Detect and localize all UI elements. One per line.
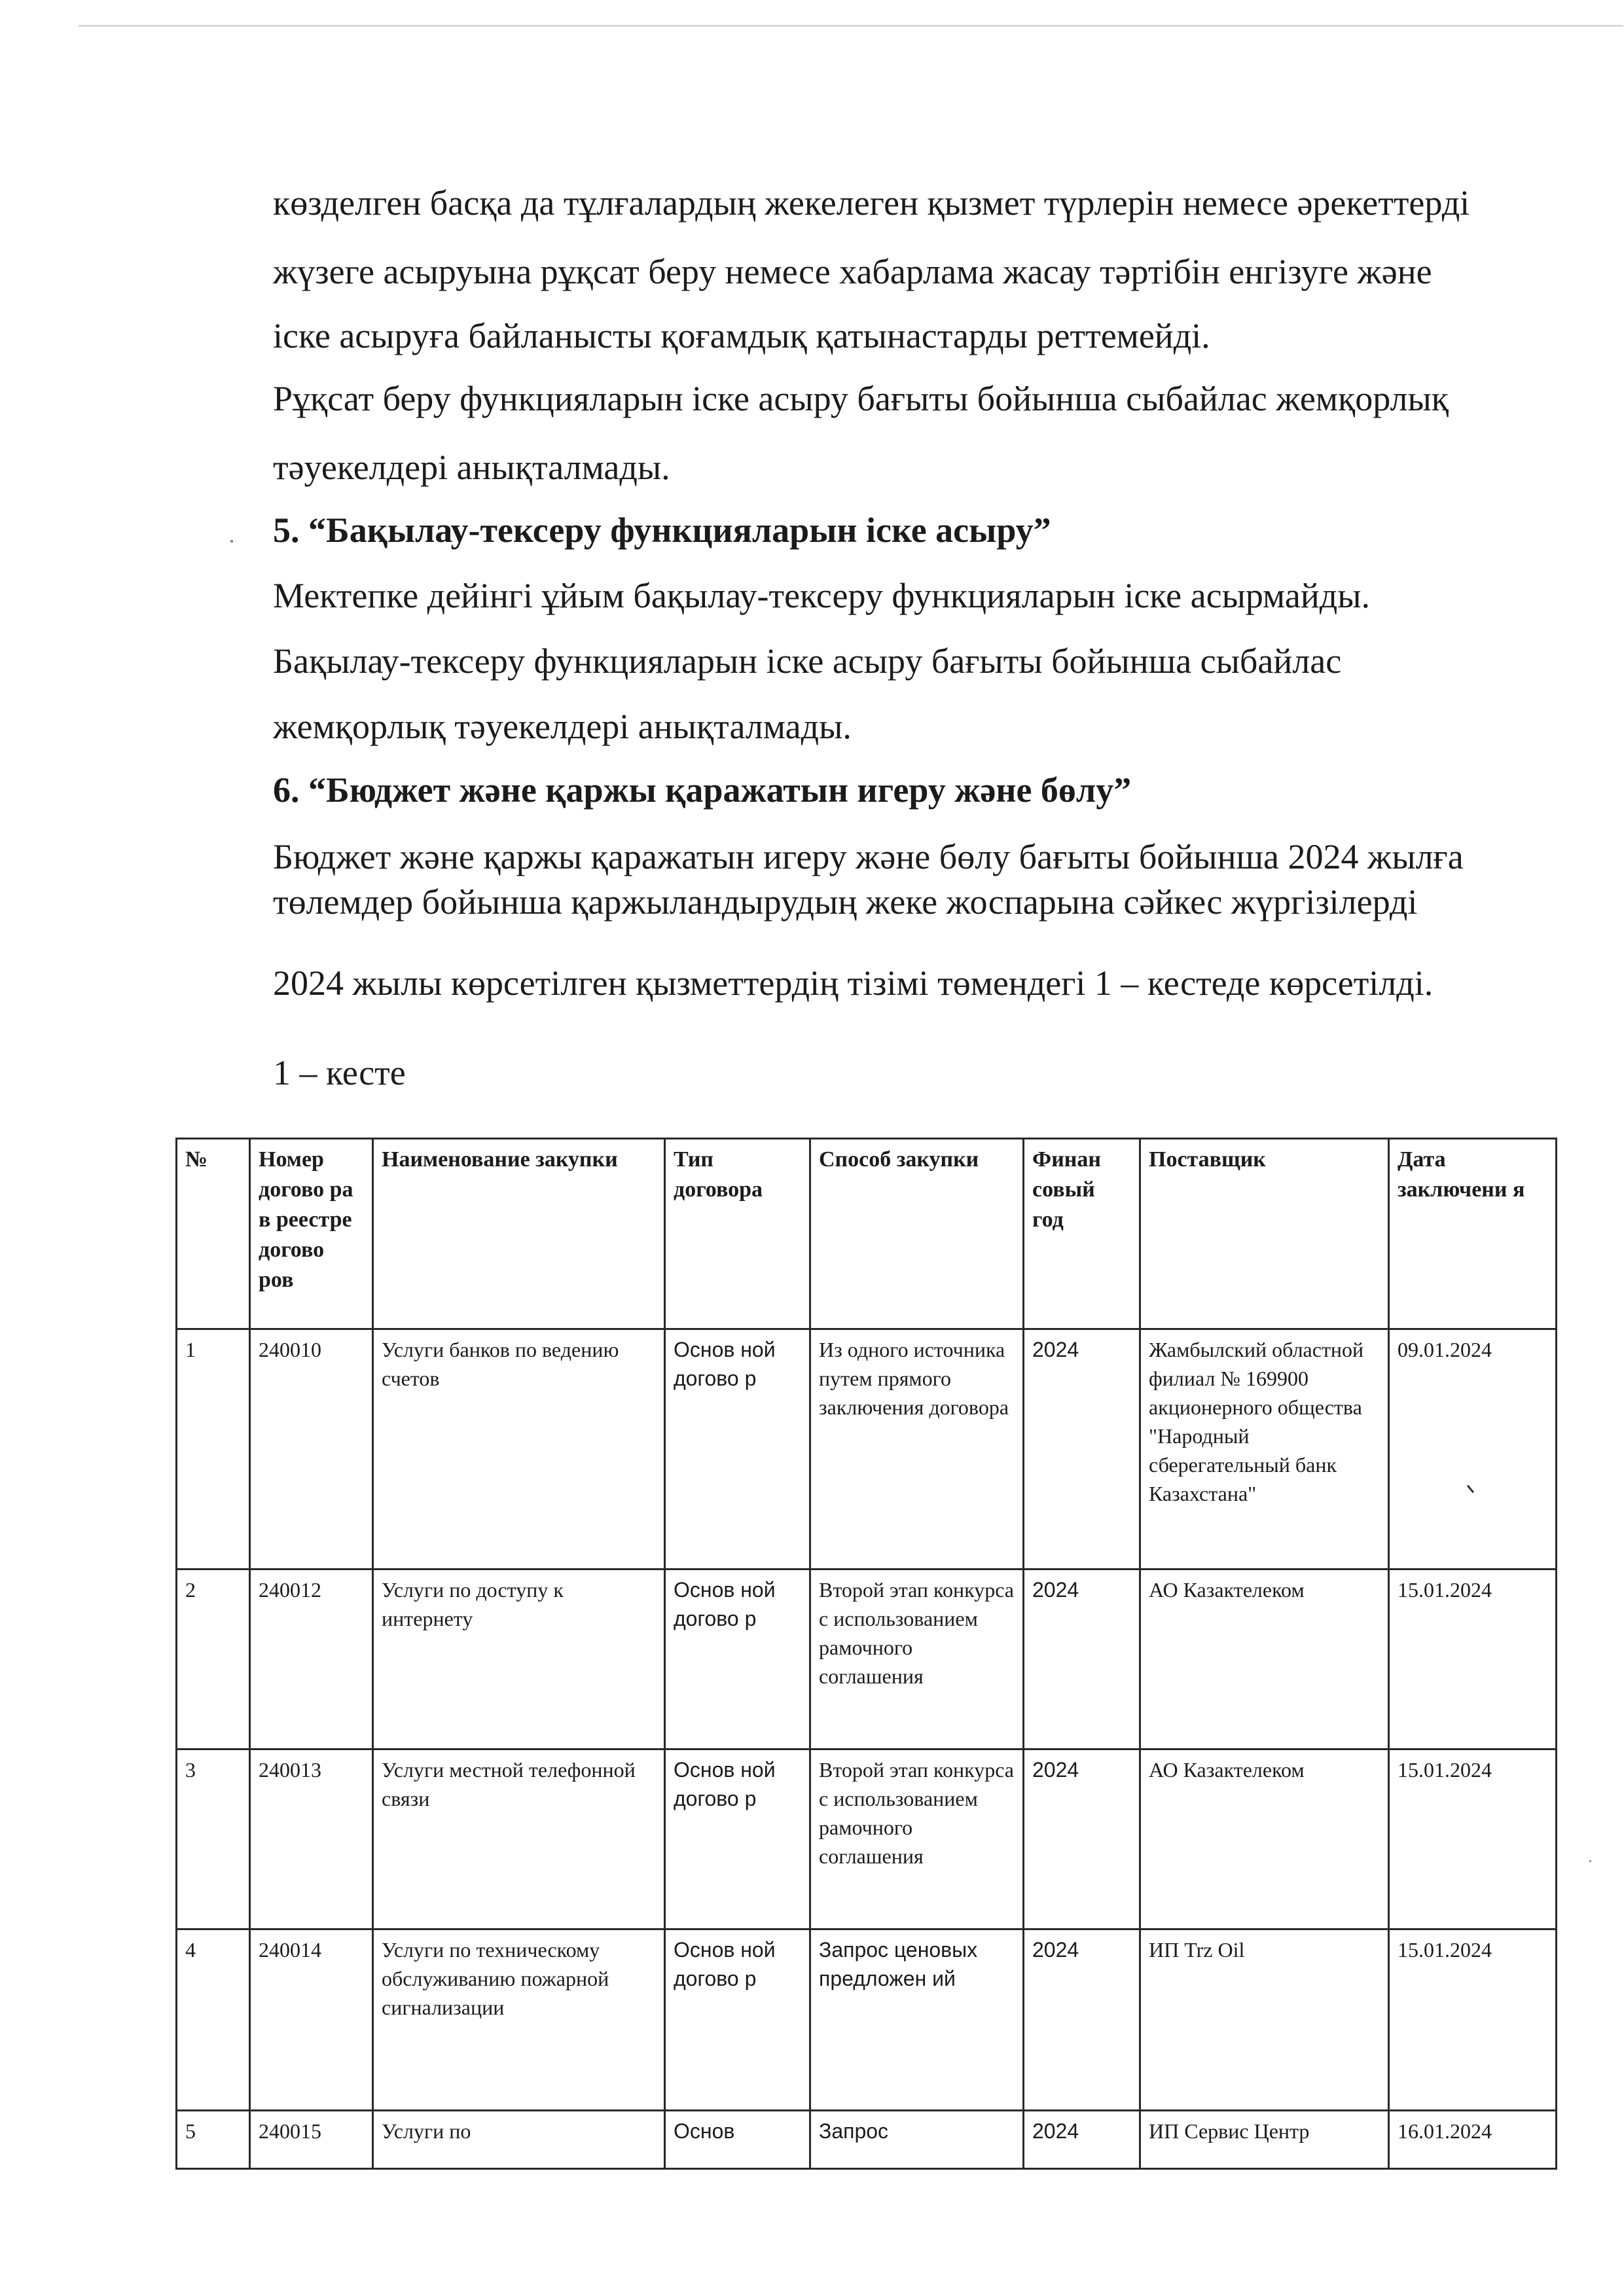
cell-type: Основ ной догово р bbox=[665, 1929, 810, 2111]
paragraph-line: Мектепке дейінгі ұйым бақылау-тексеру функцияларын іске асырмайды. bbox=[273, 576, 1370, 615]
cell-year: 2024 bbox=[1024, 1570, 1140, 1749]
paragraph-line: Бақылау-тексеру функцияларын іске асыру бағыты бойынша сыбайлас bbox=[273, 641, 1342, 681]
table-row bbox=[177, 1329, 1557, 1570]
table-row bbox=[177, 1749, 1557, 1929]
table-caption: 1 – кесте bbox=[273, 1053, 406, 1092]
cell-method: Запрос bbox=[810, 2111, 1024, 2169]
paragraph-line: көзделген басқа да тұлғалардың жекелеген қызмет түрлерін немесе әрекеттерді bbox=[273, 183, 1470, 223]
section-heading-5: 5. “Бақылау-тексеру функцияларын іске асыру” bbox=[273, 511, 1051, 550]
scan-edge-line bbox=[79, 25, 1623, 27]
header-type: Тип договора bbox=[665, 1139, 810, 1329]
header-name: Наименование закупки bbox=[373, 1139, 665, 1329]
paragraph-line: жүзеге асыруына рұқсат беру немесе хабарлама жасау тәртібін енгізуге және bbox=[273, 252, 1432, 291]
cell-supplier: АО Казактелеком bbox=[1140, 1749, 1389, 1929]
cell-year: 2024 bbox=[1024, 1749, 1140, 1929]
paragraph-line: тәуекелдері анықталмады. bbox=[273, 448, 670, 487]
cell-num: 2 bbox=[177, 1570, 250, 1749]
table-row bbox=[177, 1929, 1557, 2111]
header-date: Дата заключени я bbox=[1389, 1139, 1557, 1329]
paragraph-line: іске асыруға байланысты қоғамдық қатынастарды реттемейді. bbox=[273, 316, 1210, 355]
paragraph-line: төлемдер бойынша қаржыландырудың жеке жоспарына сәйкес жүргізілерді bbox=[273, 882, 1418, 922]
cell-num: 3 bbox=[177, 1749, 250, 1929]
header-num: № bbox=[177, 1139, 250, 1329]
cell-contract-no: 240015 bbox=[250, 2111, 373, 2169]
cell-name: Услуги банков по ведению счетов bbox=[373, 1329, 665, 1570]
header-year: Финан совый год bbox=[1024, 1139, 1140, 1329]
cell-type: Основ ной догово р bbox=[665, 1570, 810, 1749]
cell-name: Услуги по доступу к интернету bbox=[373, 1570, 665, 1749]
cell-year: 2024 bbox=[1024, 2111, 1140, 2169]
cell-contract-no: 240012 bbox=[250, 1570, 373, 1749]
header-supplier: Поставщик bbox=[1140, 1139, 1389, 1329]
cell-supplier: Жамбылский областной филиал № 169900 акционерного общества "Народный сберегательный банк Казахстана" bbox=[1140, 1329, 1389, 1570]
paragraph-line: Рұқсат беру функцияларын іске асыру бағыты бойынша сыбайлас жемқорлық bbox=[273, 379, 1449, 418]
cell-num: 4 bbox=[177, 1929, 250, 2111]
cell-name: Услуги по техническому обслуживанию пожарной сигнализации bbox=[373, 1929, 665, 2111]
cell-method: Второй этап конкурса с использованием рамочного соглашения bbox=[810, 1570, 1024, 1749]
scan-speck bbox=[1589, 1860, 1591, 1862]
cell-date: 15.01.2024 bbox=[1389, 1749, 1557, 1929]
cell-num: 5 bbox=[177, 2111, 250, 2169]
cell-date: 15.01.2024 bbox=[1389, 1570, 1557, 1749]
table-header-row bbox=[177, 1139, 1557, 1329]
header-contract-no: Номер догово ра в реестре догово ров bbox=[250, 1139, 373, 1329]
cell-supplier: ИП Trz Oil bbox=[1140, 1929, 1389, 2111]
table-row bbox=[177, 2111, 1557, 2169]
cell-type: Основ bbox=[665, 2111, 810, 2169]
procurement-table bbox=[175, 1138, 1557, 2170]
cell-year: 2024 bbox=[1024, 1929, 1140, 2111]
cell-method: Второй этап конкурса с использованием рамочного соглашения bbox=[810, 1749, 1024, 1929]
cell-type: Основ ной догово р bbox=[665, 1749, 810, 1929]
cell-name: Услуги местной телефонной связи bbox=[373, 1749, 665, 1929]
cell-year: 2024 bbox=[1024, 1329, 1140, 1570]
table-row bbox=[177, 1570, 1557, 1749]
section-heading-6: 6. “Бюджет және қаржы қаражатын игеру және бөлу” bbox=[273, 770, 1132, 810]
header-method: Способ закупки bbox=[810, 1139, 1024, 1329]
cell-contract-no: 240013 bbox=[250, 1749, 373, 1929]
cell-type: Основ ной догово р bbox=[665, 1329, 810, 1570]
scan-speck bbox=[230, 540, 233, 543]
cell-supplier: АО Казактелеком bbox=[1140, 1570, 1389, 1749]
cell-supplier: ИП Сервис Центр bbox=[1140, 2111, 1389, 2169]
cell-contract-no: 240010 bbox=[250, 1329, 373, 1570]
cell-name: Услуги по bbox=[373, 2111, 665, 2169]
cell-method: Запрос ценовых предложен ий bbox=[810, 1929, 1024, 2111]
cell-method: Из одного источника путем прямого заключения договора bbox=[810, 1329, 1024, 1570]
paragraph-line: 2024 жылы көрсетілген қызметтердің тізімі төмендегі 1 – кестеде көрсетілді. bbox=[273, 963, 1434, 1003]
cell-date: 09.01.2024 bbox=[1389, 1329, 1557, 1570]
cell-date: 16.01.2024 bbox=[1389, 2111, 1557, 2169]
cell-date: 15.01.2024 bbox=[1389, 1929, 1557, 2111]
paragraph-line: жемқорлық тәуекелдері анықталмады. bbox=[273, 707, 852, 746]
cell-contract-no: 240014 bbox=[250, 1929, 373, 2111]
paragraph-line: Бюджет және қаржы қаражатын игеру және бөлу бағыты бойынша 2024 жылға bbox=[273, 837, 1464, 876]
cell-num: 1 bbox=[177, 1329, 250, 1570]
